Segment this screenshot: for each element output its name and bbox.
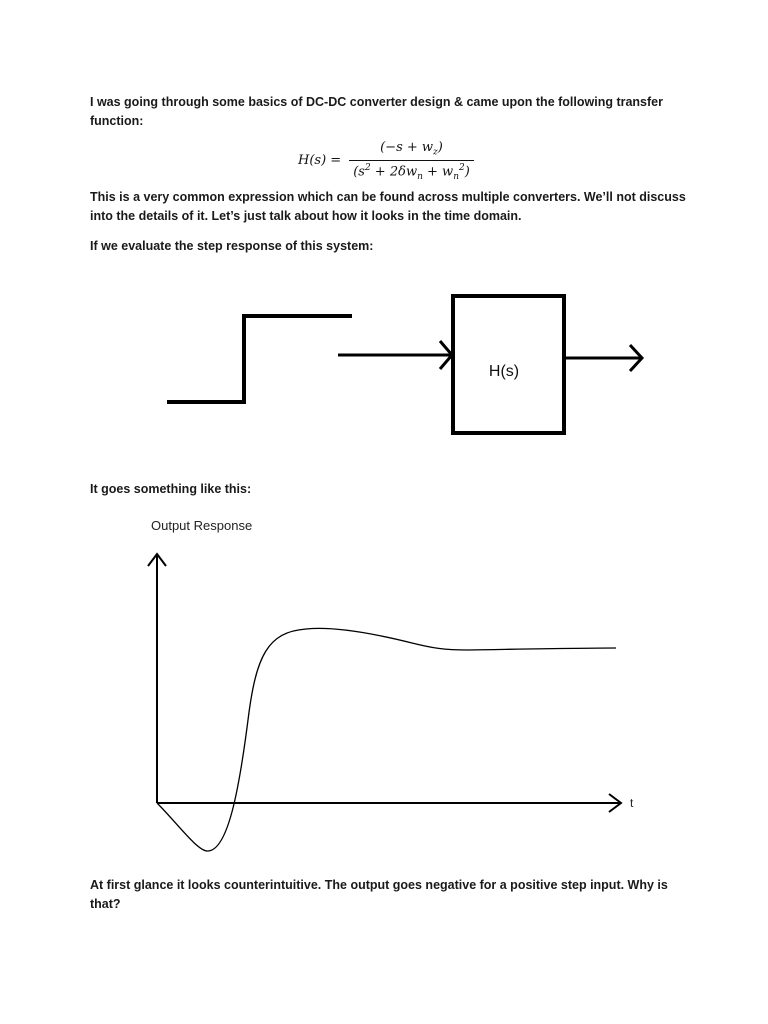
step-input-signal — [167, 316, 352, 402]
formula-numerator: $(-s + w_z)$ — [380, 140, 443, 158]
evaluate-paragraph: If we evaluate the step response of this system: — [90, 239, 374, 253]
response-curve — [157, 628, 616, 851]
closing-paragraph: At first glance it looks counterintuitive. The output goes negative for a positive step input. Why is that? — [90, 878, 668, 911]
goes-paragraph: It goes something like this: — [90, 482, 252, 496]
plot-title: Output Response — [151, 518, 253, 533]
formula-lhs: H(s) = — [298, 153, 342, 169]
common-paragraph: This is a very common expression which can be found across multiple converters. We’ll not discuss into the details of it. Let’s just talk about how it looks in the time domain. — [90, 190, 686, 223]
x-axis-label: t — [630, 796, 634, 810]
formula-denominator: $(s^2 + 2\delta w_n + w_n^2)$ — [349, 160, 474, 182]
block-diagram — [167, 296, 642, 433]
block-label: H(s) — [488, 363, 520, 380]
intro-paragraph: I was going through some basics of DC-DC converter design & came upon the following transfer function: — [90, 95, 663, 128]
response-plot — [148, 518, 634, 851]
